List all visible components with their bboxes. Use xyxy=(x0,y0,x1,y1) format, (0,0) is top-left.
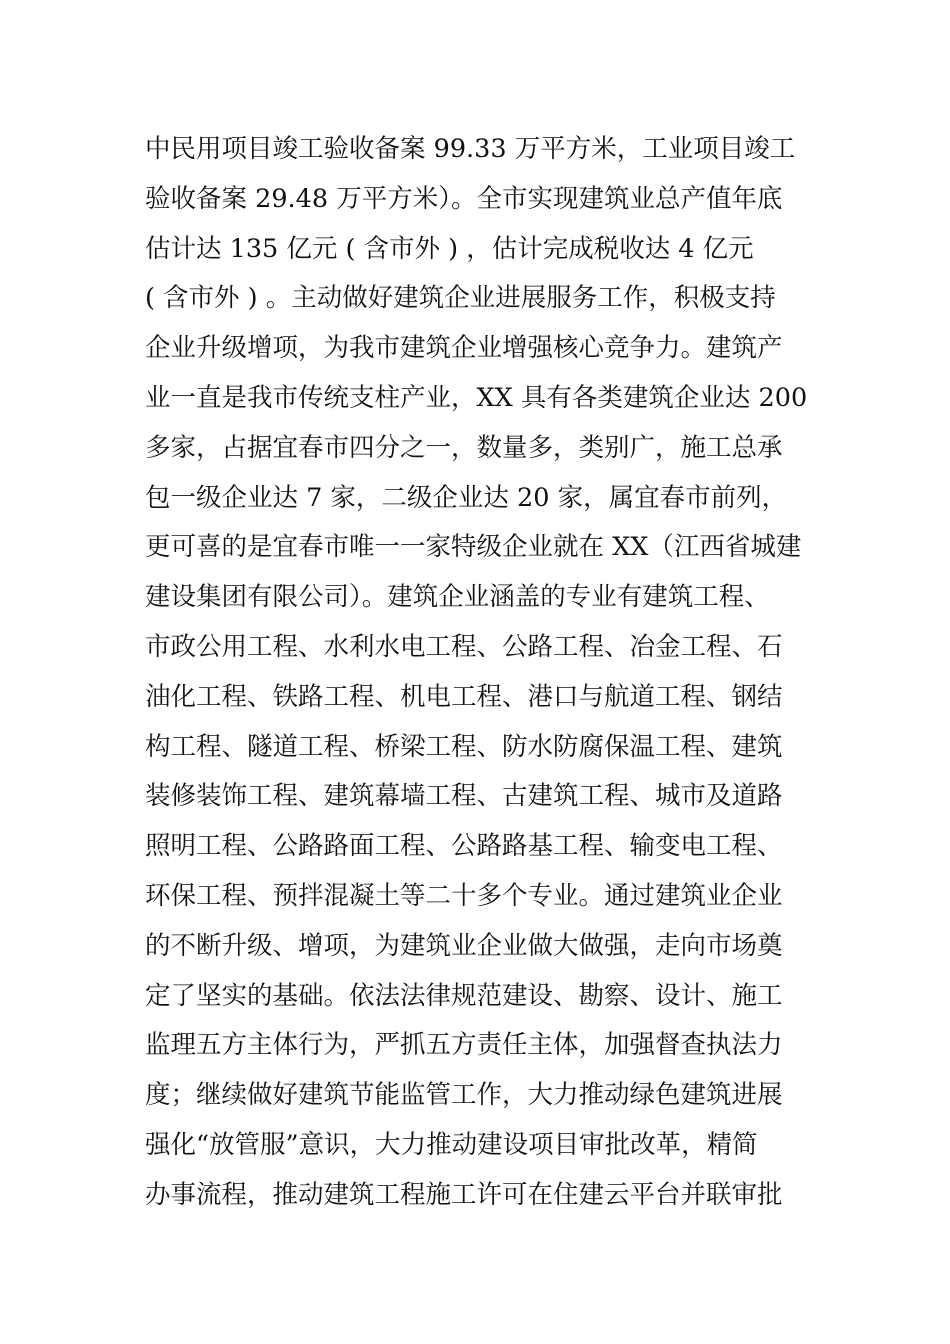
text-line: ( 含市外 ) 。主动做好建筑企业进展服务工作，积极支持 xyxy=(145,283,776,314)
text-line: 油化工程、铁路工程、机电工程、港口与航道工程、钢结 xyxy=(145,681,783,712)
body-paragraph xyxy=(145,125,825,1221)
text-line: 估计达 135 亿元 ( 含市外 ) ，估计完成税收达 4 亿元 xyxy=(145,233,754,264)
text-line: 度；继续做好建筑节能监管工作，大力推动绿色建筑进展 xyxy=(145,1080,783,1111)
text-line: 业一直是我市传统支柱产业，XX 具有各类建筑企业达 200 xyxy=(145,382,808,413)
text-line: 办事流程，推动建筑工程施工许可在住建云平台并联审批 xyxy=(145,1179,783,1210)
text-line: 监理五方主体行为，严抓五方责任主体，加强督查执法力 xyxy=(145,1030,783,1061)
text-line: 企业升级增项，为我市建筑企业增强核心竞争力。建筑产 xyxy=(145,333,783,364)
text-line: 市政公用工程、水利水电工程、公路工程、冶金工程、石 xyxy=(145,631,783,662)
text-line: 定了坚实的基础。依法法律规范建设、勘察、设计、施工 xyxy=(145,980,783,1011)
text-line: 更可喜的是宜春市唯一一家特级企业就在 XX（江西省城建 xyxy=(145,532,802,563)
text-line: 构工程、隧道工程、桥梁工程、防水防腐保温工程、建筑 xyxy=(145,731,783,762)
text-line: 包一级企业达 7 家，二级企业达 20 家，属宜春市前列， xyxy=(145,482,788,513)
text-line: 环保工程、预拌混凝土等二十多个专业。通过建筑业企业 xyxy=(145,880,783,911)
text-line: 照明工程、公路路面工程、公路路基工程、输变电工程、 xyxy=(145,831,783,862)
text-line: 装修装饰工程、建筑幕墙工程、古建筑工程、城市及道路 xyxy=(145,781,783,812)
text-line: 强化“放管服”意识，大力推动建设项目审批改革，精简 xyxy=(145,1129,758,1160)
text-line: 中民用项目竣工验收备案 99.33 万平方米，工业项目竣工 xyxy=(145,134,796,164)
text-line: 验收备案 29.48 万平方米）。全市实现建筑业总产值年底 xyxy=(145,183,783,214)
text-line: 多家，占据宜春市四分之一，数量多，类别广，施工总承 xyxy=(145,432,783,463)
text-line: 建设集团有限公司）。建筑企业涵盖的专业有建筑工程、 xyxy=(145,582,770,613)
text-line: 的不断升级、增项，为建筑业企业做大做强，走向市场奠 xyxy=(145,930,783,961)
